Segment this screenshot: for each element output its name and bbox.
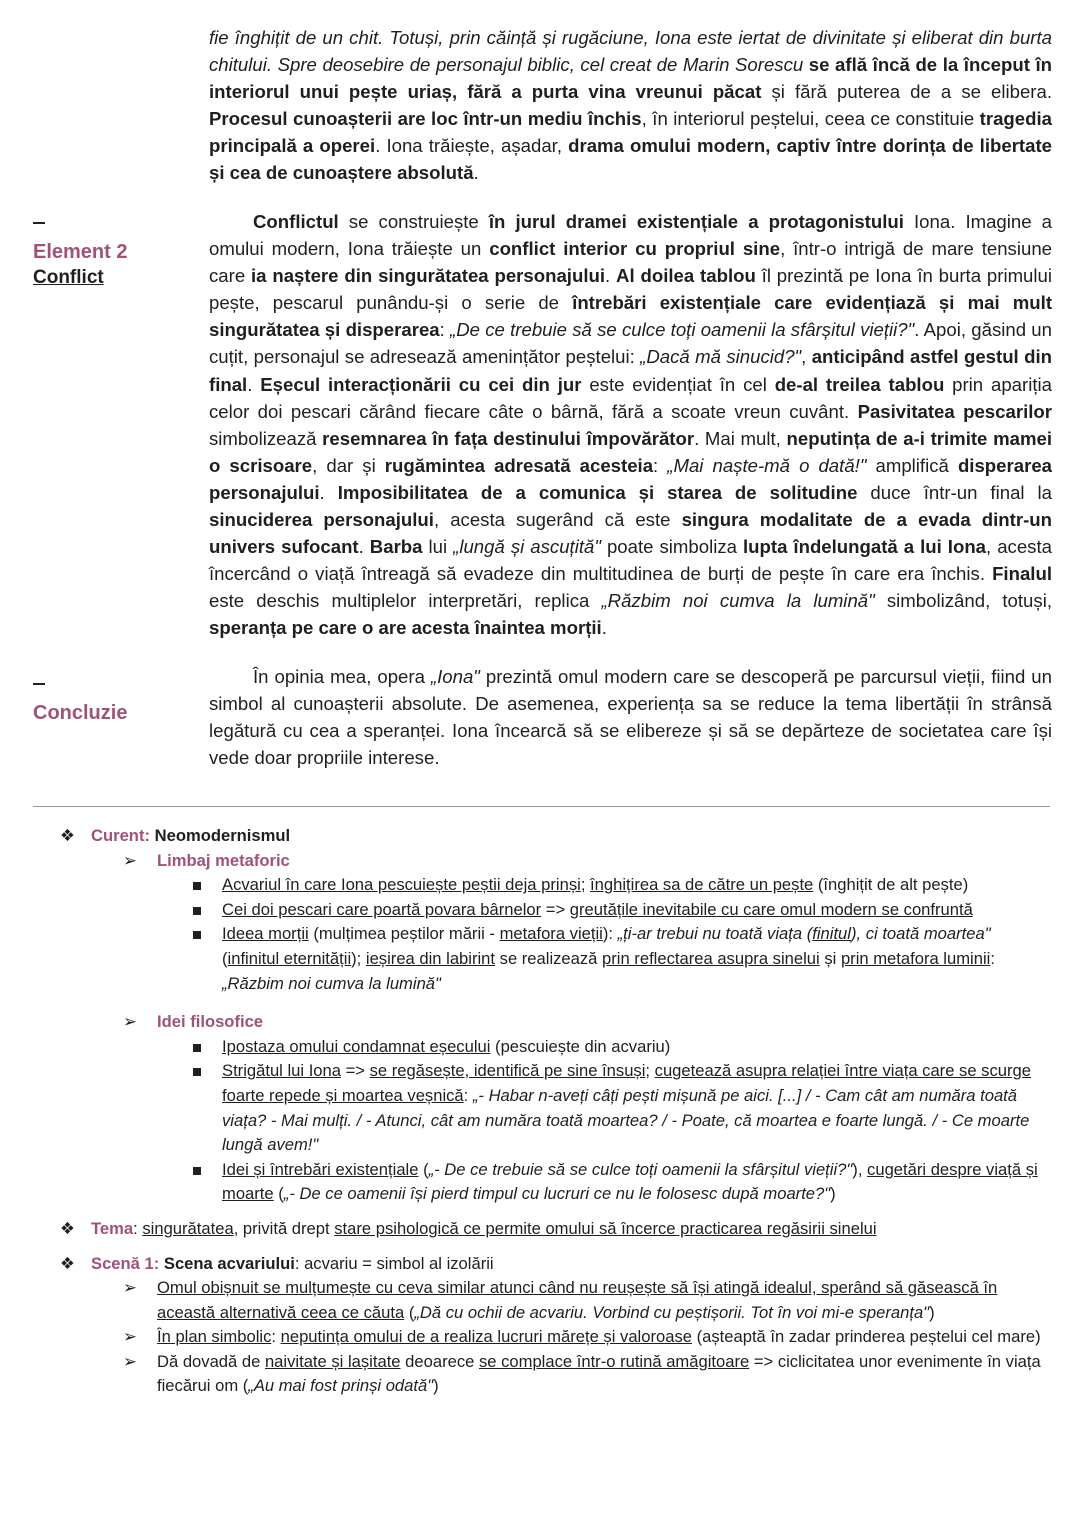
text-run: . (358, 536, 370, 558)
text-run: ( (404, 1302, 415, 1322)
text-run: . Apoi, găsind un cuțit, personajul se adresează amenințător peștelui: (209, 319, 1052, 368)
text-run: . (473, 162, 479, 184)
text-run: singura modalitate de a evada dintr-un univers sufocant (209, 509, 1053, 558)
text-run: neputința de a-i trimite mamei o scrisoare (209, 427, 1052, 476)
element2-title: Element 2 (33, 241, 128, 263)
text-run: : (271, 1327, 281, 1347)
text-run: greutățile inevitabile cu care omul modern se confruntă (569, 899, 973, 919)
text-run: „De ce trebuie să se culce toți oamenii la sfârșitul vieții?" (450, 319, 915, 341)
text-run: „Au mai fost prinși odată" (248, 1376, 434, 1396)
text-run: în jurul dramei existențiale a protagonistului (488, 211, 904, 232)
text-run: „ți-ar trebui nu toată viața ( (617, 924, 813, 944)
text-run: lui (422, 536, 454, 558)
text-run: simbolizează (209, 427, 323, 449)
text-run: . (247, 373, 261, 395)
arrow-bullet-icon: ➢ (123, 1278, 137, 1298)
text-run: „Iona" (430, 666, 480, 687)
notes-section (0, 824, 1080, 1399)
text-run: cugetări despre viață și moarte (222, 1159, 1038, 1204)
square-bullet-icon (193, 882, 201, 890)
text-run: ( (273, 1184, 284, 1204)
list-item (0, 1276, 1052, 1325)
text-run: Tema (91, 1218, 134, 1238)
text-run: prin apariția celor doi pescari cărând fiecare câte o bârnă, fără a scoate vreun cuvânt. (209, 373, 1052, 422)
text-run: Ipostaza omului condamnat eșecului (222, 1036, 491, 1056)
text-run: amplifică (866, 454, 958, 476)
text-run: lupta îndelungată a lui Iona (743, 536, 987, 558)
text-run: Dă dovadă de (157, 1351, 265, 1371)
text-run: Omul obișnuit se mulțumește cu ceva similar atunci când nu reușește să își atingă idealul, sperând să găsească în această alternativă ceea ce căuta (157, 1278, 998, 1322)
text-run: Eșecul interacționării cu cei din jur (260, 373, 582, 395)
text-run: resemnarea în fața destinului împovărător (322, 427, 695, 449)
text-run: „Dacă mă sinucid?" (640, 346, 802, 368)
element2-margin (33, 222, 193, 290)
text-run: ): (602, 924, 618, 944)
text-run: Idei și întrebări existențiale (222, 1159, 419, 1179)
text-run: deoarece (400, 1351, 479, 1371)
text-run: Curent: (91, 826, 150, 845)
text-run: . (605, 265, 617, 287)
text-run: „Răzbim noi cumva la lumină" (601, 590, 875, 612)
text-run: înghițirea sa de către un pește (590, 875, 814, 895)
text-run: naivitate și lașitate (264, 1351, 401, 1371)
text-run: „- De ce trebuie să se culce toți oamenii la sfârșitul vieții?" (428, 1159, 853, 1179)
text-run: Finalul (992, 563, 1052, 585)
list-item (0, 922, 1052, 996)
text-run: (așteaptă în zadar prinderea peștelui cel mare) (691, 1327, 1041, 1347)
scena-item (0, 1252, 1080, 1277)
text-run: sinuciderea personajului (209, 509, 434, 531)
intro-paragraph (209, 24, 1052, 187)
text-run: Limbaj metaforic (157, 850, 290, 870)
text-run: se realizează (495, 948, 603, 968)
text-run: ), ci toată moartea" (850, 924, 991, 944)
text-run: , acesta sugerând că este (433, 509, 682, 531)
text-run: În opinia mea, opera (253, 666, 431, 687)
text-run: , acesta încercând o viață întreagă să evadeze din multitudinea de burți de pește în care era închis. (209, 536, 1052, 585)
text-run: ; (580, 875, 591, 895)
text-run: ia naștere din singurătatea personajului (251, 265, 606, 287)
text-run: , în interiorul peștelui, ceea ce constituie (641, 108, 980, 130)
text-run: : (463, 1085, 473, 1105)
text-run: În plan simbolic (157, 1327, 272, 1347)
text-run: ) (929, 1302, 935, 1322)
curent-item (0, 824, 1080, 849)
text-run: : (133, 1218, 143, 1238)
text-run: drama omului modern, captiv între dorința de libertate și cea de cunoaștere absolută (209, 135, 1052, 184)
list-item (0, 873, 1052, 898)
text-run: infinitul eternității (227, 948, 352, 968)
list-item (0, 1325, 1052, 1350)
limbaj-heading (0, 849, 1052, 874)
text-run: ) (433, 1376, 439, 1396)
text-run: , privită drept (233, 1218, 335, 1238)
text-run: ( (418, 1159, 429, 1179)
text-run: se află încă de la început în interiorul unui pește uriaș, fără a purta vina vreunui păcat (209, 54, 1052, 103)
text-run: Al doilea tablou (616, 265, 756, 287)
diamond-bullet-icon: ❖ (60, 1253, 75, 1273)
conclusion-title: Concluzie (33, 702, 128, 724)
text-run: conflict interior cu propriul sine (489, 238, 781, 260)
text-run: „Mai naște-mă o dată!" (667, 454, 867, 476)
text-run: se construiește (338, 211, 489, 232)
square-bullet-icon (193, 931, 201, 939)
text-run: , într-o intrigă de mare tensiune care (209, 238, 1053, 287)
text-run: disperarea personajului (209, 454, 1052, 503)
text-run: fie înghițit de un chit. Totuși, prin căință și rugăciune, Iona este iertat de divinitate și eliberat din burta chitului. Spre deosebire de personajul biblic, cel creat de Marin Sorescu (209, 27, 1052, 76)
text-run: ( (222, 948, 228, 968)
square-bullet-icon (193, 907, 201, 915)
text-run: prezintă omul modern care se descoperă pe parcursul vieții, fiind un simbol al cunoașterii absolute. De asemenea, experiența sa se reduce la tema libertății în strânsă legătură cu cea a speranței. Iona încearcă să se elibereze și să se depărteze de societatea care își vede doar propriile interese. (209, 666, 1052, 769)
text-run: se complace într-o rutină amăgitoare (478, 1351, 750, 1371)
text-run: tragedia principală a operei (209, 108, 1052, 157)
text-run: finitul (812, 924, 851, 944)
text-run: și fără puterea de a se elibera. (761, 81, 1052, 103)
text-run: Ideea morții (222, 924, 309, 944)
text-run: „- De ce oamenii își pierd timpul cu lucruri ce nu le folosesc după moarte?" (283, 1184, 831, 1204)
text-run: singurătatea (142, 1218, 234, 1238)
text-run: rugămintea adresată acesteia (384, 454, 654, 476)
text-run: (mulțimea peștilor mării - (308, 924, 500, 944)
text-run: și (819, 948, 841, 968)
text-run: ), (852, 1159, 868, 1179)
text-run: . (319, 481, 338, 503)
list-item (0, 898, 1052, 923)
text-run: => ciclicitatea unor evenimente în viața fiecărui om ( (157, 1351, 1041, 1396)
square-bullet-icon (193, 1044, 201, 1052)
text-run: „Dă cu ochii de acvariu. Vorbind cu peștișorii. Tot în voi mi-e speranța" (414, 1302, 930, 1322)
text-run: Conflictul (253, 211, 339, 232)
text-run: simbolizând, totuși, (874, 590, 1052, 612)
text-run: Scena acvariului (159, 1253, 295, 1273)
diamond-bullet-icon: ❖ (60, 1218, 75, 1238)
text-run: prin reflectarea asupra sinelui (602, 948, 820, 968)
conflict-paragraph (209, 208, 1052, 642)
diamond-bullet-icon: ❖ (60, 826, 75, 845)
text-run: => (341, 1061, 370, 1081)
text-run: : acvariu = simbol al izolării (294, 1253, 494, 1273)
text-run: Neomodernismul (150, 826, 291, 845)
text-run: este evidențiat în cel (581, 373, 775, 395)
text-run: . (601, 617, 607, 639)
text-run: : (990, 948, 995, 968)
section-divider (33, 806, 1050, 807)
text-run: , dar și (312, 454, 385, 476)
text-run: speranța pe care o are acesta înaintea morții (209, 617, 602, 639)
conclusion-paragraph (209, 663, 1052, 771)
text-run: Iona. Imagine a omului modern, Iona trăiește un (209, 211, 1053, 260)
text-run: poate simboliza (600, 536, 743, 558)
text-run: : (439, 319, 451, 341)
text-run: , (801, 346, 812, 368)
text-run: . Mai mult, (694, 427, 787, 449)
text-run: îl prezintă pe Iona în burta primului pește, pescarul punându-și o serie de (209, 265, 1053, 314)
section-dash (33, 222, 45, 224)
text-run: „Răzbim noi cumva la lumină" (222, 973, 441, 993)
list-item (0, 1035, 1052, 1060)
text-run: Pasivitatea pescarilor (857, 400, 1052, 422)
text-run: este deschis multiplelor interpretări, replica (209, 590, 602, 612)
text-run: prin metafora luminii (840, 948, 991, 968)
text-run: Scenă 1: (91, 1253, 160, 1273)
text-run: . Iona trăiește, așadar, (375, 135, 569, 157)
text-run: ieșirea din labirint (365, 948, 496, 968)
text-run: : (653, 454, 668, 476)
list-item (0, 1350, 1052, 1399)
arrow-bullet-icon: ➢ (123, 1327, 137, 1347)
arrow-bullet-icon: ➢ (123, 1012, 137, 1032)
text-run: ; (645, 1061, 655, 1081)
arrow-bullet-icon: ➢ (123, 1351, 137, 1371)
element2-subtitle: Conflict (33, 267, 104, 288)
square-bullet-icon (193, 1068, 201, 1076)
text-run: cugetează asupra relației între viața care se scurge foarte repede și moartea veșnică (222, 1061, 1031, 1105)
list-item (0, 1059, 1052, 1157)
text-run: Barba (369, 536, 423, 558)
text-run: neputința omului de a realiza lucruri mărețe și valoroase (280, 1327, 692, 1347)
conclusion-margin (33, 683, 193, 726)
text-run: Imposibilitatea de a comunica și starea de solitudine (337, 481, 858, 503)
text-run: Cei doi pescari care poartă povara bârnelor (222, 899, 542, 919)
text-run: ) (830, 1184, 836, 1204)
text-run: „lungă și ascuțită" (453, 536, 601, 558)
section-dash (33, 683, 45, 685)
square-bullet-icon (193, 1167, 201, 1175)
text-run: se regăsește, identifică pe sine însuși (369, 1061, 646, 1081)
text-run: de-al treilea tablou (774, 373, 945, 395)
text-run: (pescuiește din acvariu) (490, 1036, 671, 1056)
text-run: metafora vieții (499, 924, 603, 944)
text-run: (înghițit de alt pește) (813, 875, 969, 895)
text-run: Procesul cunoașterii are loc într-un mediu închis (209, 108, 642, 130)
text-run: duce într-un final la (857, 481, 1052, 503)
idei-heading (0, 1010, 1052, 1035)
text-run: întrebări existențiale care evidențiază și mai mult singurătatea și disperarea (209, 292, 1053, 341)
arrow-bullet-icon: ➢ (123, 850, 137, 870)
text-run: „- Habar n-aveți câți pești mișună pe aici. [...] / - Cam cât am număra toată viața? - Mai mulți. / - Atunci, cât am număra toată moartea? / - Poate, că moartea e foarte lungă. / - Ce moarte lungă avem!" (222, 1085, 1030, 1155)
text-run: => (541, 899, 570, 919)
list-item (0, 1158, 1052, 1207)
text-run: ); (351, 948, 366, 968)
text-run: Acvariul în care Iona pescuiește peștii deja prinși (222, 875, 581, 895)
text-run: stare psihologică ce permite omului să încerce practicarea regăsirii sinelui (334, 1218, 877, 1238)
tema-item (0, 1217, 1080, 1242)
text-run: anticipând astfel gestul din final (209, 346, 1052, 395)
text-run: Idei filosofice (157, 1012, 264, 1032)
text-run: Strigătul lui Iona (222, 1061, 341, 1081)
